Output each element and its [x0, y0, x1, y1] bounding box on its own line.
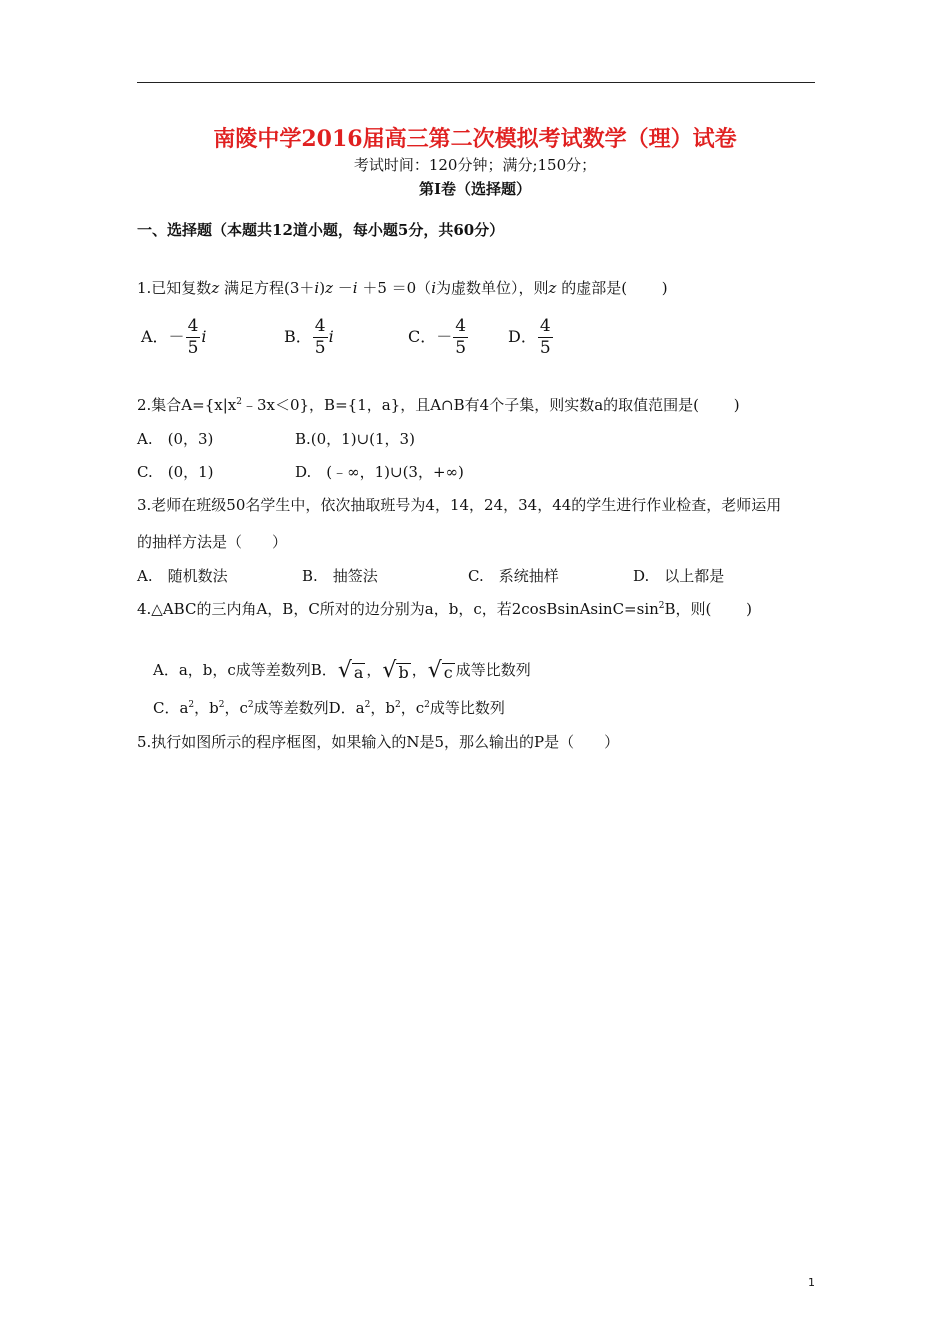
question-1-option-b: B． $\frac{4}{5}$ i	[284, 316, 334, 358]
exam-title: 南陵中学2016届高三第二次模拟考试数学（理）试卷	[213, 126, 737, 152]
fraction: $\frac{4}{5}$	[187, 316, 199, 358]
question-3-stem-line-1: 3.老师在班级50名学生中，依次抽取班号为4，14，24，34，44的学生进行作业检查，老师运用	[137, 496, 782, 514]
question-3-option-b: B. 抽签法	[302, 567, 378, 585]
question-1-option-d: D． $\frac{4}{5}$	[508, 316, 551, 358]
square-root: √ b	[382, 658, 409, 683]
question-3-option-c: C. 系统抽样	[468, 567, 559, 585]
question-1-option-a: A．－ $\frac{4}{5}$ i	[141, 316, 207, 358]
question-4-options-cd: C．$a^2$，$b^2$，$c^2$成等差数列D．$a^2$，$b^2$，$c^2$成等比数列	[153, 699, 505, 717]
question-2-option-a: A. (0，3)	[137, 430, 214, 448]
exam-info: 考试时间：120分钟；满分;150分；	[353, 156, 597, 174]
question-2-option-d: D. (﹣∞，1)∪(3，+∞)	[295, 463, 464, 481]
section-heading: 一、选择题（本题共12道小题，每小题5分，共60分）	[137, 221, 505, 239]
question-4-options-ab: A．a，b，c成等差数列B． √ a ， √ b ， √ c 成等比数列	[153, 658, 531, 683]
question-1-stem: 1.已知复数z 满足方程(3＋i)z －i ＋5 ＝0（i为虚数单位），则z 的虚部是( )	[137, 279, 668, 297]
question-2-option-b: B.(0，1)∪(1，3)	[295, 430, 415, 448]
question-2-option-c: C. (0，1)	[137, 463, 214, 481]
question-3-stem-line-2: 的抽样方法是（ ）	[137, 533, 288, 551]
question-3-option-d: D. 以上都是	[633, 567, 725, 585]
fraction: $\frac{4}{5}$	[539, 316, 551, 358]
fraction: $\frac{4}{5}$	[455, 316, 467, 358]
question-3-option-a: A. 随机数法	[137, 567, 228, 585]
question-4-stem: 4.△ABC的三内角A，B，C所对的边分别为a，b，c，若$2cosBsinAsinC=\sin^2B$，则( )	[137, 600, 753, 618]
question-5-stem: 5.执行如图所示的程序框图，如果输入的N是5，那么输出的P是（ ）	[137, 733, 620, 751]
fraction: $\frac{4}{5}$	[314, 316, 326, 358]
square-root: √ a	[337, 658, 364, 683]
question-1-option-c: C．－ $\frac{4}{5}$	[408, 316, 467, 358]
square-root: √ c	[427, 658, 453, 683]
question-2-stem: 2.集合$A=\{x|x^2﹣3x<0\}$，B={1，a}，且A∩B有4个子集，则实数a的取值范围是( )	[137, 396, 740, 414]
page-number: 1	[808, 1276, 815, 1289]
header-rule	[137, 82, 815, 83]
volume-title: 第Ⅰ卷（选择题）	[418, 180, 532, 198]
